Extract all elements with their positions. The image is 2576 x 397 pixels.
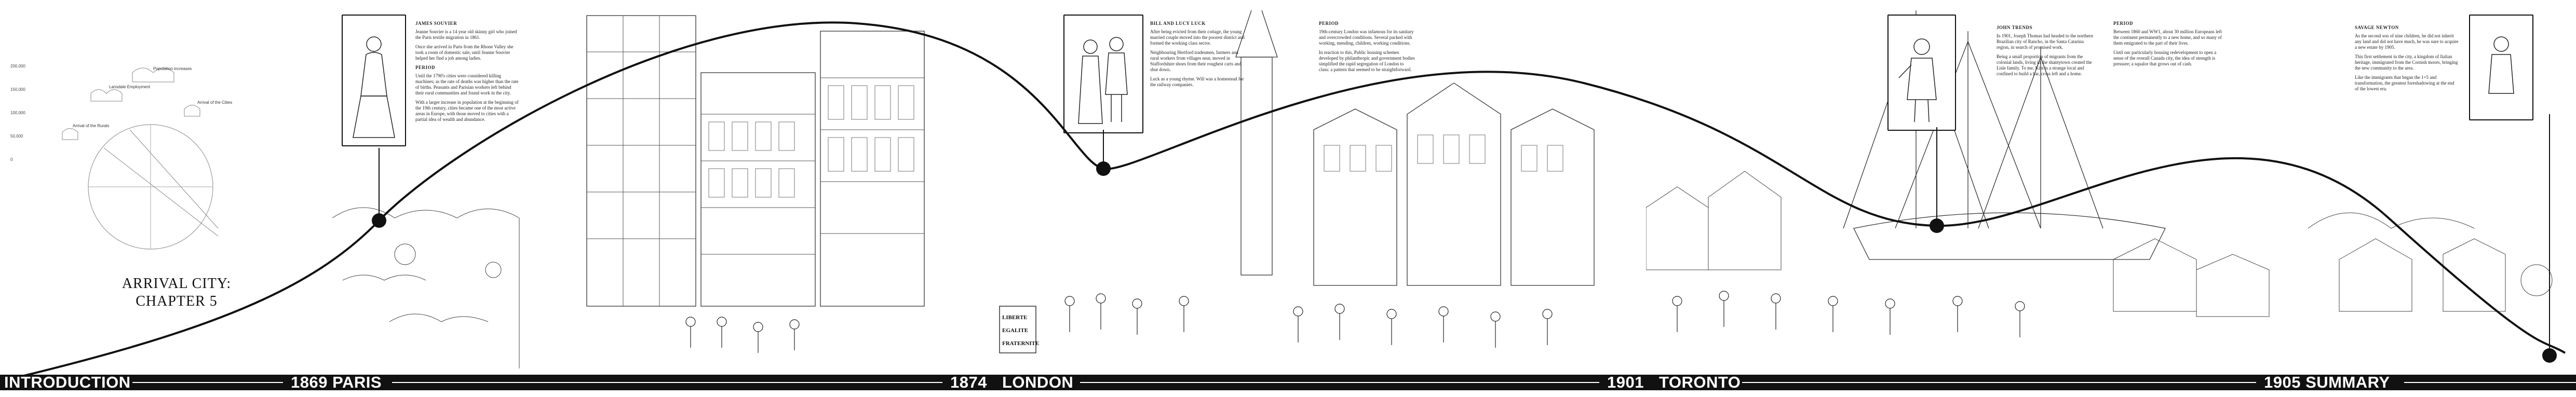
london-marker <box>1096 161 1111 176</box>
timeline-label-1901[interactable]: 1901 <box>1607 373 1644 391</box>
london-paragraph: After being evicted from their cottage, the young married couple moved into the poorest district and formed the working class sector. <box>1150 29 1245 46</box>
paris-period-heading: PERIOD <box>415 65 436 70</box>
summary-paragraph: As the second son of nine children, he did not inherit any land and did not have much, he was sure to acquire a new estate by 1905. <box>2355 33 2459 50</box>
toronto-paragraph: In 1901, Joseph Thomas had headed to the northern Brazilian city of Rancho, in the Santa Catarina region, in search of promised work. <box>1997 33 2094 50</box>
toronto-heading: JOHN TRENDS <box>1997 25 2033 30</box>
london-paragraph: 19th-century London was infamous for its sanitary and overcrowded conditions. Several packed with working, mending, children, working conditions. <box>1319 29 1414 46</box>
diagram-label: Population increases <box>153 66 192 71</box>
timeline-rule <box>1080 382 1599 383</box>
shop-sign-text: EGALITE <box>1002 327 1029 334</box>
paris-paragraph: Until the 1790's cities were considered killing machines; as the rate of deaths was higher than the rate of births. Peasants and Parisian workers left behind their rural communities and found work in the city. <box>415 73 519 95</box>
axis-value: 200,000 <box>10 64 25 69</box>
timeline-label-london[interactable]: LONDON <box>1002 373 1074 391</box>
paris-marker <box>372 213 386 228</box>
timeline-label-toronto[interactable]: TORONTO <box>1659 373 1741 391</box>
london-paragraph: Neighbouring Hertford tradesmen, farmers and rural workers from villages near, moved in Staffordshire shoes from their roughest carts and shut down. <box>1150 50 1242 72</box>
timeline-label-intro[interactable]: INTRODUCTION <box>4 373 131 391</box>
summary-marker <box>2542 348 2557 363</box>
toronto-paragraph: Being a small proportion of migrants from the colonial lands, living in the shantytown created the Lisle family. To me, Kim is a strange local and confined to build a bar, cross left and a home. <box>1997 54 2092 76</box>
paris-paragraph: Jeanne Souvier is a 14 year old skinny girl who joined the Paris textile migration in 1861. <box>415 29 517 40</box>
toronto-paragraph: Until our particularly housing redevelopment to open a sense of the overall Canada city, the idea of strength is pressure; a squalor that grows out of cash. <box>2113 50 2217 66</box>
summary-paragraph: This first settlement in the city, a kingdom of Italian heritage, immigrated from the Cornish moors, bringing the new community to the area. <box>2355 54 2458 71</box>
chapter-title-line2: CHAPTER 5 <box>136 293 218 309</box>
paris-paragraph: Once she arrived in Paris from the Rhone Valley she took a room of domestic sale, until Jeanne Souvier helped her find a job among ladies. <box>415 44 514 61</box>
timeline-rule <box>132 382 283 383</box>
timeline-label-1874[interactable]: 1874 <box>950 373 987 391</box>
diagram-label: Arrival of the Cities <box>197 100 233 105</box>
shop-sign-text: FRATERNITE <box>1002 340 1040 347</box>
diagram-label: Arrival of the Rurals <box>73 124 110 128</box>
axis-value: 150,000 <box>10 87 25 92</box>
summary-heading: SAVAGE NEWTON <box>2355 25 2399 30</box>
toronto-paragraph: Between 1860 and WW1, about 30 million Europeans left the continent permanently to a new home, and so many of them emigrated to the part of their lives. <box>2113 29 2222 46</box>
timeline-rule <box>392 382 942 383</box>
paris-heading: JAMES SOUVIER <box>415 21 457 26</box>
toronto-period-heading: PERIOD <box>2113 21 2134 26</box>
summary-paragraph: Like the immigrants that began the 1+5 and transformation, the greatest foreshadowing at the end of the lowest era. <box>2355 75 2454 91</box>
axis-value: 100,000 <box>10 111 25 115</box>
london-heading: BILL AND LUCY LUCK <box>1150 21 1206 26</box>
paris-paragraph: With a larger increase in population at the beginning of the 19th century, cities became one of the most active areas in Europe, with those moved to cities with a partial idea of wealth and abundance. <box>415 100 519 122</box>
timeline-label-summary[interactable]: 1905 SUMMARY <box>2264 373 2390 391</box>
axis-value: 50,000 <box>10 134 23 139</box>
london-paragraph: Luck as a young rhyme. Will was a homestead for the railway companies. <box>1150 76 1244 87</box>
timeline-rule <box>1742 382 2256 383</box>
chapter-title-line1: ARRIVAL CITY: <box>122 276 232 292</box>
timeline-label-paris[interactable]: 1869 PARIS <box>291 373 382 391</box>
shop-sign-text: LIBERTE <box>1002 314 1028 321</box>
diagram-label: Lansdale Employment <box>109 85 151 89</box>
london-period-heading: PERIOD <box>1319 21 1339 26</box>
axis-value: 0 <box>10 157 13 162</box>
london-paragraph: In reaction to this, Public housing schemes developed by philanthropic and government bodies simplified the rapid segregation of London to class: a pattern that seemed to be straightforward. <box>1319 50 1415 72</box>
timeline-rule <box>2404 382 2576 383</box>
toronto-marker <box>1930 218 1944 233</box>
